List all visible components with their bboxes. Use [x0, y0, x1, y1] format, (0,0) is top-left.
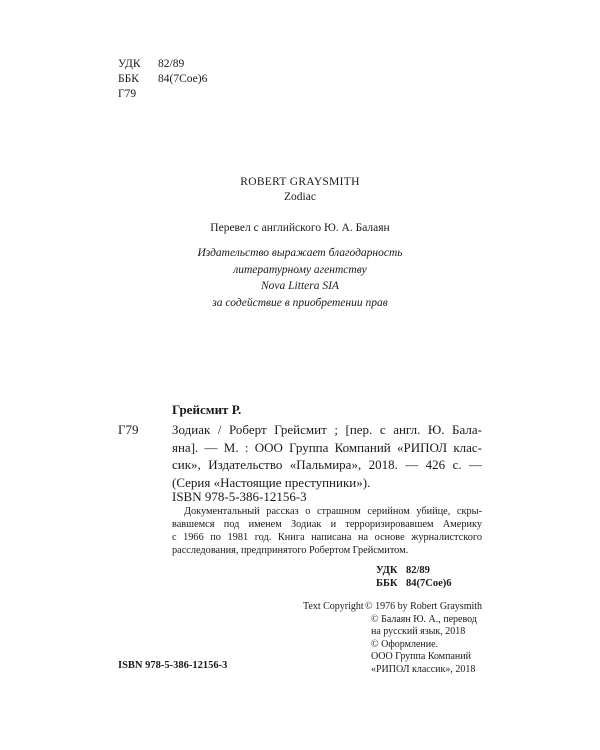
description-line: (Серия «Настоящие преступники»).	[172, 474, 371, 490]
abstract-line: Документальный рассказ о страшном серийном убийце, скры-	[184, 506, 482, 517]
description-line: яна]. — М. : ООО Группа Компаний «РИПОЛ клас-	[172, 439, 482, 455]
bibliographic-author: Грейсмит Р.	[172, 402, 242, 417]
copyright-block	[303, 601, 482, 676]
bbk-label: ББК	[376, 578, 398, 589]
translator-credit: Перевел с английского Ю. А. Балаян	[210, 222, 390, 234]
classification-block	[118, 57, 207, 102]
udk-label: УДК	[118, 58, 141, 70]
acknowledgement-line: Nova Littera SIA	[261, 280, 339, 292]
acknowledgement	[0, 245, 600, 311]
description-line: сик», Издательство «Пальмира», 2018. — 426 с. —	[172, 457, 482, 472]
abstract	[172, 505, 482, 557]
copyright-line: © Балаян Ю. А., перевод	[371, 613, 477, 625]
acknowledgement-line: литературному агентству	[233, 263, 367, 276]
copyright-line: на русский язык, 2018	[371, 626, 466, 637]
udk-value: 82/89	[406, 565, 430, 576]
bibliographic-isbn: ISBN 978-5-386-12156-3	[172, 489, 307, 504]
isbn-bottom: ISBN 978-5-386-12156-3	[118, 660, 228, 671]
bbk-value: 84(7Сое)6	[406, 578, 452, 589]
description-line: Зодиак / Роберт Грейсмит ; [пер. с англ. Ю. Бала-	[172, 422, 482, 437]
bibliographic-description	[172, 421, 482, 491]
copyright-line: © Оформление.	[371, 638, 439, 650]
original-edition	[0, 175, 600, 205]
bbk-label: ББК	[118, 73, 139, 85]
udk-label: УДК	[376, 565, 398, 576]
bibliographic-code: Г79	[118, 422, 139, 437]
abstract-line: вавшемся под именем Зодиак и терроризировавшем Америку	[172, 519, 482, 530]
classification-bottom	[376, 564, 452, 590]
author-mark: Г79	[118, 88, 137, 100]
original-title: Zodiac	[284, 191, 316, 203]
original-author: ROBERT GRAYSMITH	[240, 176, 360, 188]
abstract-line: с 1966 по 1981 год. Книга написана на основе журналистского	[172, 532, 482, 543]
copyright-line: «РИПОЛ классик», 2018	[371, 663, 476, 675]
udk-value: 82/89	[158, 58, 185, 70]
copyright-label: Text Copyright	[303, 601, 364, 612]
copyright-line: ООО Группа Компаний	[371, 651, 471, 662]
bbk-value: 84(7Сое)6	[158, 73, 208, 85]
acknowledgement-line: за содействие в приобретении прав	[212, 296, 388, 309]
copyright-line: © 1976 by Robert Graysmith	[365, 601, 483, 612]
abstract-line: расследования, предпринятого Робертом Грейсмитом.	[172, 545, 409, 556]
acknowledgement-line: Издательство выражает благодарность	[197, 247, 403, 259]
